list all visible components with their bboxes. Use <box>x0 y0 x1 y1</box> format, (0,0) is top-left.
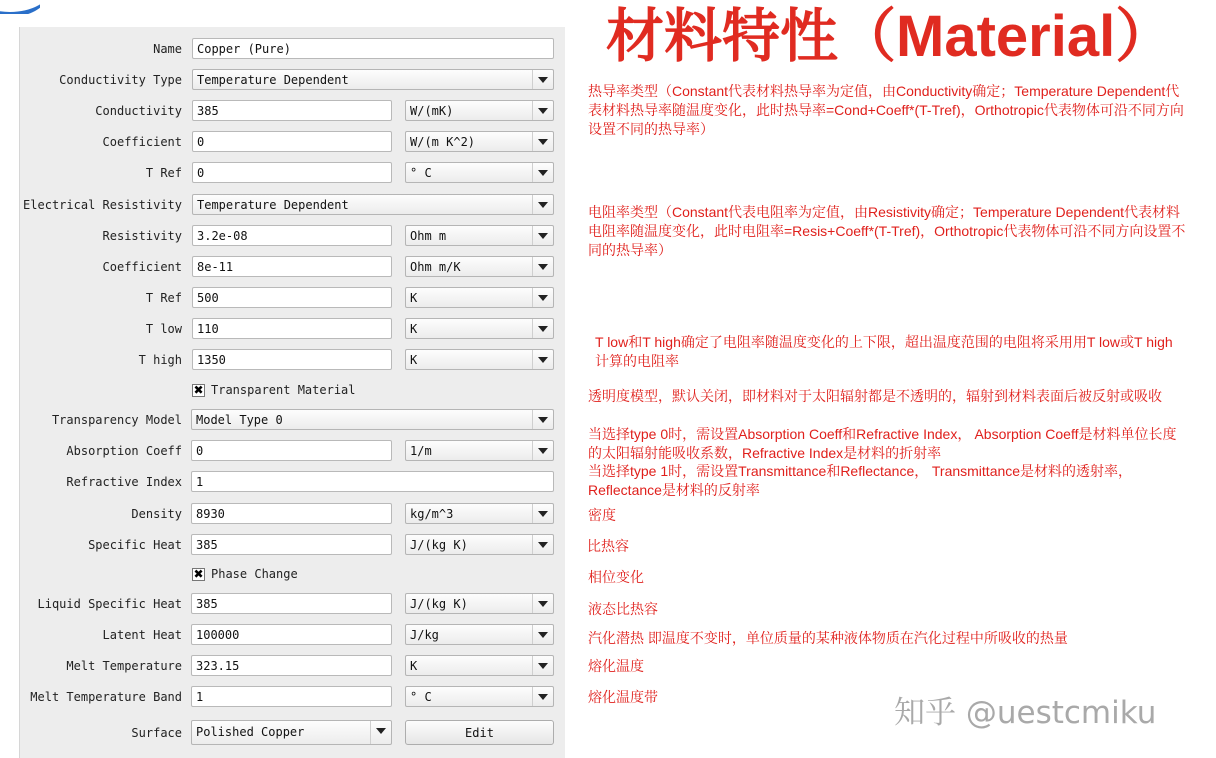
tref-row <box>20 162 565 185</box>
resistivity-coefficient-unit: Ohm m/K <box>410 260 461 274</box>
specific-heat-row <box>20 534 565 557</box>
surface-row <box>20 720 565 746</box>
density-unit-select[interactable] <box>405 503 554 524</box>
liquid-specific-heat-unit-select[interactable] <box>405 593 554 614</box>
thigh-input[interactable]: 1350 <box>192 349 392 370</box>
chevron-down-icon <box>532 410 553 429</box>
tref-unit-select[interactable] <box>405 162 554 183</box>
refractive-index-label: Refractive Index <box>66 475 182 489</box>
transparency-model-select[interactable] <box>191 409 554 430</box>
liquid-specific-heat-annotation: 液态比热容 <box>588 601 658 617</box>
melt-temperature-input[interactable]: 323.15 <box>191 655 392 676</box>
melt-temperature-annotation: 熔化温度 <box>588 658 644 674</box>
chevron-down-icon <box>532 288 553 307</box>
density-unit: kg/m^3 <box>410 507 454 521</box>
transparent-material-label: Transparent Material <box>211 383 356 397</box>
phase-change-checkbox[interactable]: ✖ <box>193 567 204 581</box>
chevron-down-icon <box>532 101 553 120</box>
latent-heat-input[interactable]: 100000 <box>191 624 392 645</box>
surface-value: Polished Copper <box>196 725 305 739</box>
chevron-down-icon <box>532 195 553 214</box>
absorption-coeff-input[interactable]: 0 <box>191 440 392 461</box>
tlow-thigh-annotation: T low和T high确定了电阻率随温度变化的上下限，超出温度范围的电阻将采用用T low或T high计算的电阻率 <box>595 334 1173 369</box>
specific-heat-input[interactable]: 385 <box>191 534 392 555</box>
coefficient-row <box>20 131 565 154</box>
conductivity-unit-select[interactable] <box>405 100 554 121</box>
conductivity-unit: W/(mK) <box>410 104 454 118</box>
chevron-down-icon <box>532 441 553 460</box>
watermark: 知乎 @uestcmiku <box>894 695 1157 731</box>
liquid-specific-heat-unit: J/(kg K) <box>410 597 468 611</box>
name-label: Name <box>153 42 182 56</box>
thigh-row <box>20 349 565 372</box>
conductivity-type-label: Conductivity Type <box>59 73 182 87</box>
chevron-down-icon <box>532 687 553 706</box>
resistivity-tref-row <box>20 287 565 310</box>
coefficient-label: Coefficient <box>102 135 182 149</box>
transparency-model-label: Transparency Model <box>51 413 182 427</box>
resistivity-row <box>20 225 565 248</box>
chevron-down-icon <box>532 535 553 554</box>
chevron-down-icon <box>532 625 553 644</box>
phase-change-annotation: 相位变化 <box>588 569 644 585</box>
refractive-index-input[interactable]: 1 <box>191 471 554 492</box>
electrical-resistivity-row <box>20 194 565 217</box>
resistivity-tref-unit: K <box>410 291 418 305</box>
absorption-coeff-label: Absorption Coeff <box>66 444 182 458</box>
conductivity-label: Conductivity <box>95 104 182 118</box>
thigh-unit-select[interactable] <box>405 349 554 370</box>
absorption-coeff-unit: 1/m <box>410 444 432 458</box>
phase-change-row <box>20 565 565 588</box>
conductivity-type-value: Temperature Dependent <box>197 73 349 87</box>
resistivity-coefficient-unit-select[interactable] <box>405 256 554 277</box>
latent-heat-row <box>20 624 565 647</box>
liquid-specific-heat-label: Liquid Specific Heat <box>37 597 182 611</box>
resistivity-coefficient-input[interactable]: 8e-11 <box>192 256 392 277</box>
melt-temperature-band-annotation: 熔化温度带 <box>588 689 658 705</box>
specific-heat-unit-select[interactable] <box>405 534 554 555</box>
transparent-material-checkbox[interactable]: ✖ <box>193 383 204 397</box>
melt-temperature-band-row <box>20 686 565 709</box>
resistivity-annotation: 电阻率类型（Constant代表电阻率为定值，由Resistivity确定；Temperature Dependent代表材料电阻率随温度变化，此时电阻率=Resis+Coeff*(T-Tref)，Orthotropic代表物体可沿不同方向设置不同的热导率） <box>588 204 1186 258</box>
liquid-specific-heat-row <box>20 593 565 616</box>
specific-heat-label: Specific Heat <box>88 538 182 552</box>
chevron-down-icon <box>532 132 553 151</box>
transparent-material-row <box>20 381 565 404</box>
electrical-resistivity-label: Electrical Resistivity <box>23 198 182 212</box>
tlow-input[interactable]: 110 <box>192 318 392 339</box>
melt-temperature-unit: K <box>410 659 418 673</box>
melt-temperature-band-input[interactable]: 1 <box>191 686 392 707</box>
surface-select[interactable] <box>191 720 392 745</box>
tlow-unit-select[interactable] <box>405 318 554 339</box>
conductivity-annotation: 热导率类型（Constant代表材料热导率为定值，由Conductivity确定；Temperature Dependent代表材料热导率随温度变化，此时热导率=Cond+Coeff*(T-Tref)，Orthotropic代表物体可沿不同方向设置不同的热导率） <box>588 83 1184 137</box>
latent-heat-annotation: 汽化潜热 即温度不变时，单位质量的某种液体物质在汽化过程中所吸收的热量 <box>588 630 1068 646</box>
density-annotation: 密度 <box>588 507 616 523</box>
melt-temperature-label: Melt Temperature <box>66 659 182 673</box>
name-input[interactable]: Copper (Pure) <box>192 38 554 59</box>
latent-heat-unit: J/kg <box>410 628 439 642</box>
latent-heat-unit-select[interactable] <box>405 624 554 645</box>
melt-temperature-unit-select[interactable] <box>405 655 554 676</box>
melt-temperature-row <box>20 655 565 678</box>
specific-heat-annotation: 比热容 <box>587 538 629 554</box>
liquid-specific-heat-input[interactable]: 385 <box>191 593 392 614</box>
transparency-model-row <box>20 409 565 432</box>
resistivity-unit-select[interactable] <box>405 225 554 246</box>
tlow-unit: K <box>410 322 418 336</box>
tref-unit: ° C <box>410 166 432 180</box>
resistivity-label: Resistivity <box>102 229 182 243</box>
electrical-resistivity-value: Temperature Dependent <box>197 198 349 212</box>
resistivity-unit: Ohm m <box>410 229 447 243</box>
chevron-down-icon <box>532 257 553 276</box>
type1-annotation: 当选择type 1时，需设置Transmittance和Reflectance， Transmittance是材料的透射率，Reflectance是材料的反射率 <box>588 463 1133 498</box>
type0-annotation: 当选择type 0时，需设置Absorption Coeff和Refractive Index， Absorption Coeff是材料单位长度的太阳辐射能吸收系数，Refractive Index是材料的折射率 <box>588 426 1177 461</box>
resistivity-tref-input[interactable]: 500 <box>192 287 392 308</box>
chevron-down-icon <box>532 70 553 89</box>
coefficient-unit: W/(m K^2) <box>410 135 476 149</box>
chevron-down-icon <box>532 594 553 613</box>
page-heading: 材料特性（Material） <box>606 4 1174 69</box>
conductivity-row <box>20 100 565 123</box>
resistivity-coefficient-label: Coefficient <box>102 260 182 274</box>
material-properties-panel <box>19 27 565 758</box>
resistivity-coefficient-row <box>20 256 565 279</box>
resistivity-input[interactable]: 3.2e-08 <box>192 225 392 246</box>
density-label: Density <box>131 507 182 521</box>
conductivity-type-row <box>20 69 565 92</box>
resistivity-tref-label: T Ref <box>145 291 182 305</box>
edit-surface-button[interactable]: Edit <box>405 720 554 745</box>
tlow-row <box>20 318 565 341</box>
conductivity-type-select[interactable] <box>192 69 554 90</box>
chevron-down-icon <box>532 163 553 182</box>
melt-temperature-band-unit-select[interactable] <box>405 686 554 707</box>
resistivity-tref-unit-select[interactable] <box>405 287 554 308</box>
tlow-label: T low <box>145 322 182 336</box>
corner-decoration <box>0 0 40 14</box>
melt-temperature-band-label: Melt Temperature Band <box>30 690 182 704</box>
thigh-unit: K <box>410 353 418 367</box>
tref-input[interactable]: 0 <box>192 162 392 183</box>
chevron-down-icon <box>532 504 553 523</box>
name-row <box>20 38 565 61</box>
tref-label: T Ref <box>145 166 182 180</box>
chevron-down-icon <box>370 721 391 744</box>
density-row <box>20 503 565 526</box>
transparency-annotation: 透明度模型，默认关闭，即材料对于太阳辐射都是不透明的，辐射到材料表面后被反射或吸收 <box>588 388 1162 404</box>
coefficient-input[interactable]: 0 <box>192 131 392 152</box>
thigh-label: T high <box>138 353 182 367</box>
specific-heat-unit: J/(kg K) <box>410 538 468 552</box>
electrical-resistivity-select[interactable] <box>192 194 554 215</box>
density-input[interactable]: 8930 <box>191 503 392 524</box>
chevron-down-icon <box>532 656 553 675</box>
melt-temperature-band-unit: ° C <box>410 690 432 704</box>
chevron-down-icon <box>532 226 553 245</box>
latent-heat-label: Latent Heat <box>102 628 182 642</box>
chevron-down-icon <box>532 350 553 369</box>
transparency-model-value: Model Type 0 <box>196 413 283 427</box>
absorption-coeff-unit-select[interactable] <box>405 440 554 461</box>
coefficient-unit-select[interactable] <box>405 131 554 152</box>
chevron-down-icon <box>532 319 553 338</box>
refractive-index-row <box>20 471 565 494</box>
phase-change-label: Phase Change <box>211 567 298 581</box>
conductivity-input[interactable]: 385 <box>192 100 392 121</box>
surface-label: Surface <box>131 726 182 740</box>
absorption-coeff-row <box>20 440 565 463</box>
